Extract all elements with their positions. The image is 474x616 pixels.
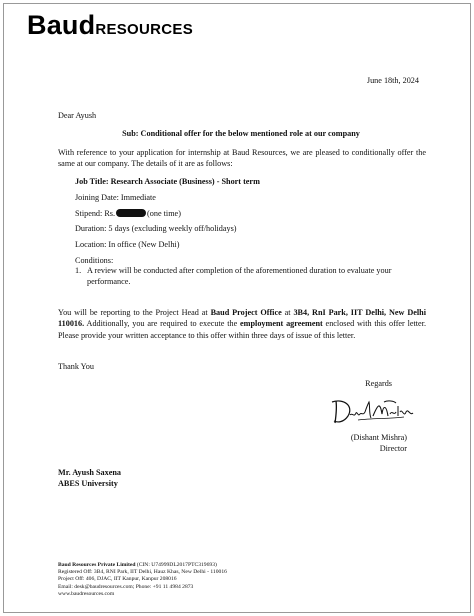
signatory-name: (Dishant Mishra) <box>350 433 407 442</box>
duration: Duration: 5 days (excluding weekly off/holidays) <box>75 224 237 234</box>
footer-project: Project Off: 406, DJAC, IIT Kanpur, Kanpur 208016 <box>58 576 177 583</box>
greeting: Dear Ayush <box>58 111 97 120</box>
addressee-org: ABES University <box>58 479 118 489</box>
condition-text: A review will be conducted after completion of the aforementioned duration to evaluate your performance. <box>87 266 392 287</box>
thank-you: Thank You <box>58 362 94 371</box>
footer-cin: (CIN: U74999DL2017PTC319693) <box>135 562 217 568</box>
letterhead-footer <box>58 562 227 598</box>
redaction-mark <box>116 209 146 217</box>
footer-website: www.baudresources.com <box>58 590 115 597</box>
location: Location: In office (New Delhi) <box>75 240 180 250</box>
condition-number: 1. <box>75 266 82 275</box>
offer-details <box>75 176 425 271</box>
addressee-block <box>58 467 121 490</box>
signature-image <box>328 396 422 426</box>
para-text: enclosed with this offer letter. Please provide your written acceptance to this offer within three days of issue of this letter. <box>58 319 427 340</box>
subject-line: Sub: Conditional offer for the below mentioned role at our company <box>122 129 360 138</box>
letter-date: June 18th, 2024 <box>366 76 419 85</box>
para-text: Additionally, you are required to execute the <box>84 319 241 329</box>
company-logo <box>27 10 193 41</box>
footer-company: Baud Resources Private Limited <box>58 562 136 568</box>
logo-sub-text: RESOURCES <box>95 21 194 38</box>
logo-main-text: Baud <box>27 10 96 40</box>
agreement-bold: employment agreement <box>240 319 323 329</box>
project-office-bold: Baud Project Office <box>210 308 282 317</box>
job-title: Job Title: Research Associate (Business) - Short term <box>75 177 260 186</box>
signatory-block <box>351 432 407 455</box>
joining-date: Joining Date: Immediate <box>75 192 156 202</box>
para-text: at <box>281 308 294 317</box>
para-text: You will be reporting to the Project Head at <box>58 308 211 317</box>
footer-contact: Email: desk@baudresources.com; Phone: +91 11 4984 2873 <box>58 583 194 590</box>
footer-registered: Registered Off: 3B4, RNI Park, IIT Delhi, Hauz Khas, New Delhi - 110016 <box>58 569 227 576</box>
regards: Regards <box>365 379 392 388</box>
stipend-suffix: (one time) <box>147 208 181 218</box>
stipend-line <box>75 208 425 224</box>
reporting-paragraph <box>58 307 426 341</box>
conditions-list <box>75 265 414 288</box>
stipend-prefix: Stipend: Rs. <box>75 208 116 218</box>
addressee-name: Mr. Ayush Saxena <box>58 468 122 477</box>
address-bold: 3B4, RnI Park, IIT Delhi, New Delhi 110016. <box>58 308 426 329</box>
signatory-title: Director <box>379 444 407 454</box>
intro-paragraph: With reference to your application for internship at Baud Resources, we are pleased to conditionally offer the same at our company. The details of it are as follows: <box>58 148 426 169</box>
conditions-label: Conditions: <box>75 255 114 265</box>
list-item <box>75 265 414 288</box>
